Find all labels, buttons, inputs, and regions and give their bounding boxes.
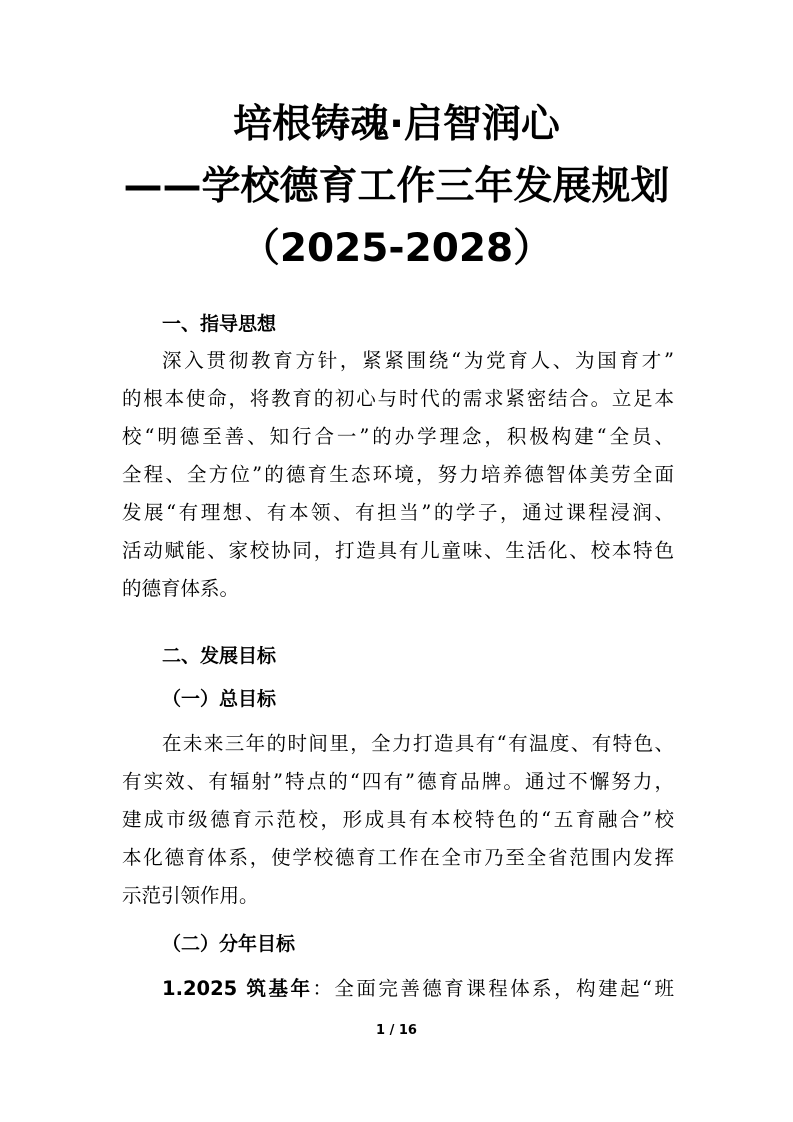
year-description: ：全面完善德育课程体系，构建起“班 xyxy=(312,977,674,1000)
subsection-heading-annual-goals: （二）分年目标 xyxy=(162,933,296,955)
document-title: 培根铸魂·启智润心 xyxy=(233,102,560,147)
paragraph-line: 的根本使命，将教育的初心与时代的需求紧密结合。立足本 xyxy=(122,387,674,410)
page-number: 1 / 16 xyxy=(376,1023,417,1038)
subsection-heading-overall-goal: （一）总目标 xyxy=(162,688,277,710)
paragraph-line: 发展“有理想、有本领、有担当”的学子，通过课程浸润、 xyxy=(122,501,674,524)
paragraph-line: 本化德育体系，使学校德育工作在全市乃至全省范围内发挥 xyxy=(122,846,674,869)
year-label: 1.2025 筑基年 xyxy=(162,977,313,1000)
document-subtitle: ——学校德育工作三年发展规划 xyxy=(123,164,670,209)
paragraph-line xyxy=(162,976,674,1002)
paragraph-line: 的德育体系。 xyxy=(122,577,240,600)
paragraph-line: 深入贯彻教育方针，紧紧围绕“为党育人、为国育才” xyxy=(162,349,674,372)
paragraph-line: 有实效、有辐射”特点的“四有”德育品牌。通过不懈努力， xyxy=(122,770,674,793)
paragraph-line: 在未来三年的时间里，全力打造具有“有温度、有特色、 xyxy=(162,732,674,755)
paragraph-line: 建成市级德育示范校，形成具有本校特色的“五育融合”校 xyxy=(122,808,674,831)
paragraph-line: 全程、全方位”的德育生态环境，努力培养德智体美劳全面 xyxy=(122,463,674,486)
paragraph-line: 校“明德至善、知行合一”的办学理念，积极构建“全员、 xyxy=(122,425,674,448)
section-heading-guiding-ideology: 一、指导思想 xyxy=(162,313,277,335)
paragraph-line: 活动赋能、家校协同，打造具有儿童味、生活化、校本特色 xyxy=(122,539,674,562)
paragraph-line: 示范引领作用。 xyxy=(122,884,259,907)
document-period: （2025-2028） xyxy=(240,226,553,271)
section-heading-development-goals: 二、发展目标 xyxy=(162,645,277,667)
